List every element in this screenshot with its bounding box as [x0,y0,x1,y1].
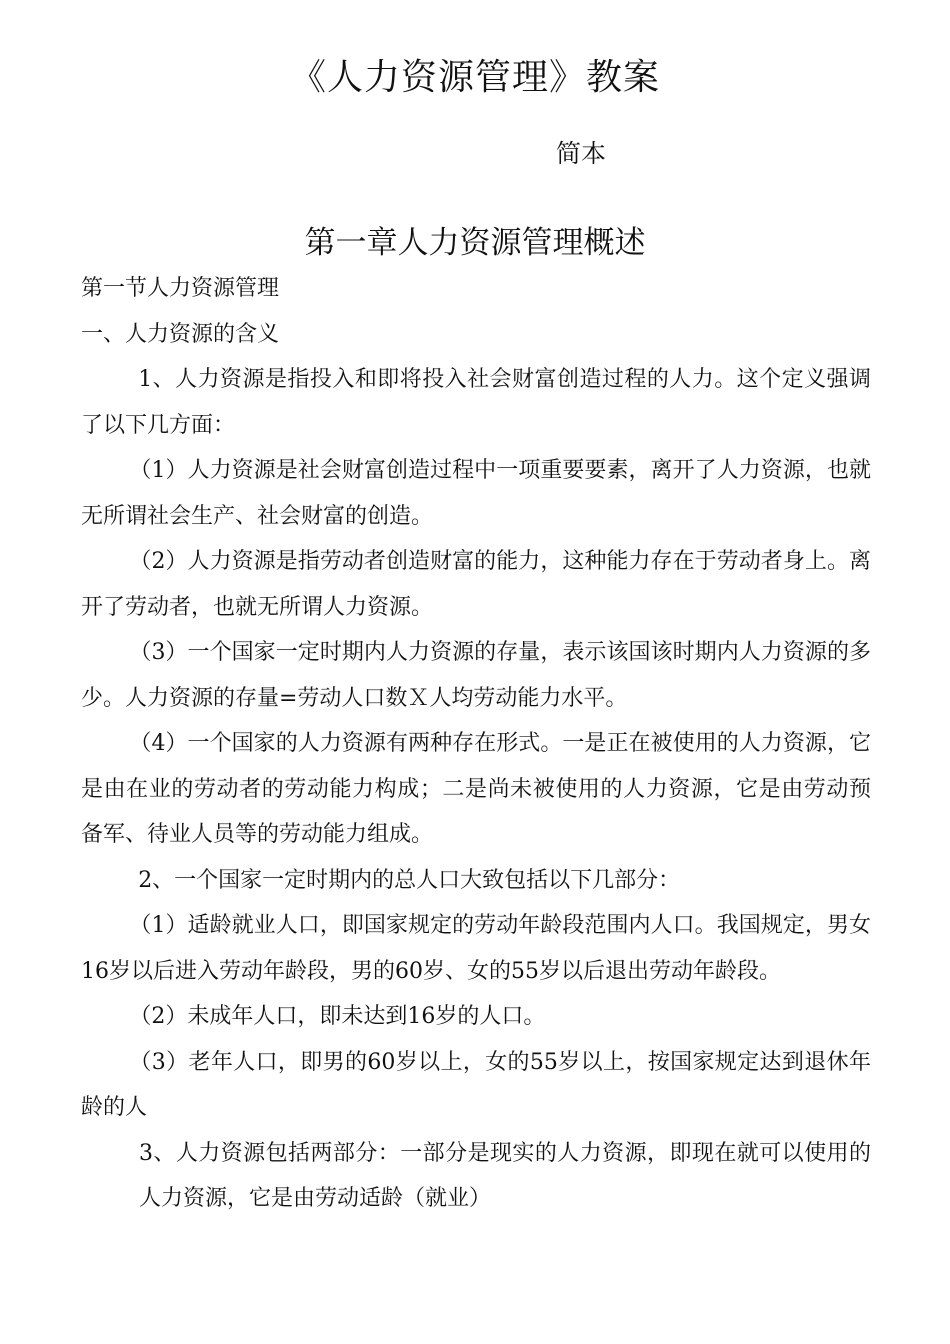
document-body [81,266,871,1222]
paragraph: 2、一个国家一定时期内的总人口大致包括以下几部分： [138,867,681,893]
paragraph: （3）老年人口，即男的60岁以上，女的55岁以上，按国家规定达到退休年龄的人 [81,1049,871,1120]
paragraph: （1）适龄就业人口，即国家规定的劳动年龄段范围内人口。我国规定，男女16岁以后进入劳动年龄段，男的60岁、女的55岁以后退出劳动年龄段。 [81,913,871,984]
paragraph: （3）一个国家一定时期内人力资源的存量，表示该国该时期内人力资源的多少。人力资源的存量=劳动人口数Ｘ人均劳动能力水平。 [81,640,871,711]
section-title: 第一节人力资源管理 [81,276,280,301]
paragraph: 3、人力资源包括两部分：一部分是现实的人力资源，即现在就可以使用的人力资源，它是由劳动适龄（就业） [139,1140,871,1211]
paragraph: （1）人力资源是社会财富创造过程中一项重要要素，离开了人力资源，也就无所谓社会生产、社会财富的创造。 [81,458,871,529]
document-author: 简本 [556,139,607,168]
paragraph: （2）未成年人口，即未达到16岁的人口。 [129,1004,546,1029]
paragraph: （2）人力资源是指劳动者创造财富的能力，这种能力存在于劳动者身上。离开了劳动者，也就无所谓人力资源。 [81,549,871,620]
subsection-title: 一、人力资源的含义 [81,321,280,347]
document-title: 《人力资源管理》教案 [289,57,660,98]
paragraph: 1、人力资源是指投入和即将投入社会财富创造过程的人力。这个定义强调了以下几方面： [81,367,871,438]
paragraph: （4）一个国家的人力资源有两种存在形式。一是正在被使用的人力资源，它是由在业的劳动者的劳动能力构成；二是尚未被使用的人力资源，它是由劳动预备军、待业人员等的劳动能力组成。 [81,731,871,847]
chapter-title: 第一章人力资源管理概述 [304,225,646,261]
